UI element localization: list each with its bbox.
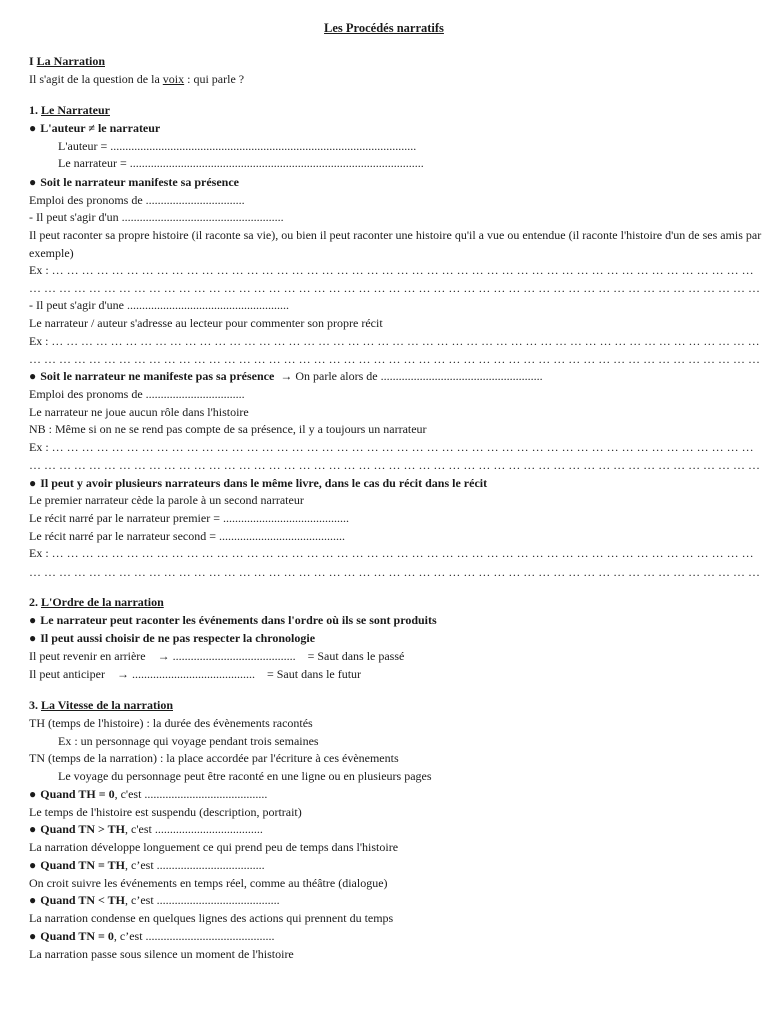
bullet-plusieurs-narrateurs: ● Il peut y avoir plusieurs narrateurs dans le même livre, dans le cas du récit dans le récit (29, 475, 487, 493)
example-line: Ex : … … … … … … … … … … … … … … … … … … … … … … … … … … … … … … … … … … … … … … … … … … … … … … … (29, 440, 754, 454)
case-description: Le temps de l'histoire est suspendu (description, portrait) (29, 805, 302, 819)
subsection-number: 2. (29, 595, 38, 609)
bullet-chronologie: ● Il peut aussi choisir de ne pas respecter la chronologie (29, 630, 315, 648)
example-line: Ex : … … … … … … … … … … … … … … … … … … … … … … … … … … … … … … … … … … … … … … … … … … … … … … … … (29, 334, 760, 348)
subsection-number: 3. (29, 698, 38, 712)
case-label: ● Quand TN < TH (29, 893, 125, 907)
premier-narrateur-line: Le premier narrateur cède la parole à un second narrateur (29, 493, 304, 507)
case-label: ● Quand TH = 0 (29, 787, 115, 801)
subsection-heading-narrateur (29, 102, 110, 120)
case-blank: , c'est ......................................... (114, 787, 268, 801)
auteur-blank-line: L'auteur = ...................................................................................................... (58, 139, 417, 153)
anticiper-line: Il peut anticiper → ......................................... = Saut dans le futur (29, 667, 362, 681)
example-line: Ex : … … … … … … … … … … … … … … … … … … … … … … … … … … … … … … … … … … … … … … … … … … … … … … … (29, 263, 754, 277)
example-line: Ex : … … … … … … … … … … … … … … … … … … … … … … … … … … … … … … … … … … … … … … … … … … … … … … … (29, 546, 754, 560)
th-definition: TH (temps de l'histoire) : la durée des évènements racontés (29, 716, 313, 730)
on-parle-alors: → On parle alors de ...................................................... (274, 369, 543, 383)
subsection-title: La Vitesse de la narration (41, 698, 173, 712)
example-continuation-line: … … … … … … … … … … … … … … … … … … … … … … … … … … … … … … … … … … … … … … … … … … … … … … … … … (29, 458, 760, 472)
case-description: La narration passe sous silence un moment de l'histoire (29, 947, 294, 961)
aucun-role-line: Le narrateur ne joue aucun rôle dans l'histoire (29, 405, 249, 419)
emploi-pronoms-1: Emploi des pronoms de ................................. (29, 193, 245, 207)
case-th-zero (29, 786, 267, 804)
intro-text-end: : qui parle ? (184, 72, 245, 86)
intro-text: Il s'agit de la question de la (29, 72, 163, 86)
intro-keyword: voix (162, 72, 185, 86)
subsection-heading-vitesse (29, 697, 173, 715)
case-description: La narration condense en quelques lignes des actions qui prennent du temps (29, 911, 394, 925)
paragraph-propre-histoire: Il peut raconter sa propre histoire (il raconte sa vie), ou bien il peut raconter une histoire qu'il a vue ou entendue (il raconte l'histoire d'un de ses amis par exemple) (29, 228, 762, 260)
recit-second-line: Le récit narré par le narrateur second = .......................................... (29, 529, 345, 543)
subsection-number: 1. (29, 103, 38, 117)
nb-line: NB : Même si on ne se rend pas compte de sa présence, il y a toujours un narrateur (29, 422, 427, 436)
th-example: Ex : un personnage qui voyage pendant trois semaines (58, 734, 319, 748)
revenir-arriere-line: Il peut revenir en arrière → ......................................... = Saut dans le passé (29, 649, 405, 663)
bullet-non-manifeste (29, 368, 543, 386)
tn-example: Le voyage du personnage peut être raconté en une ligne ou en plusieurs pages (58, 769, 432, 783)
bullet-auteur-narrateur: ● L'auteur ≠ le narrateur (29, 120, 160, 138)
case-blank: , c’est .................................... (125, 858, 265, 872)
case-description: On croit suivre les événements en temps réel, comme au théâtre (dialogue) (29, 876, 388, 890)
bullet-ordre-chronologique: ● Le narrateur peut raconter les événements dans l'ordre où ils se sont produits (29, 612, 437, 630)
agir-une-line: - Il peut s'agir d'une ...................................................... (29, 298, 289, 312)
subsection-title: Le Narrateur (41, 103, 110, 117)
page-title: Les Procédés narratifs (324, 21, 444, 35)
case-tn-equal (29, 857, 265, 875)
case-blank: , c’est ........................................... (113, 929, 275, 943)
subsection-title: L'Ordre de la narration (41, 595, 164, 609)
bullet-manifeste: ● Soit le narrateur manifeste sa présence (29, 174, 239, 192)
case-blank: , c’est ......................................... (125, 893, 280, 907)
case-tn-zero (29, 928, 275, 946)
subsection-heading-ordre (29, 594, 164, 612)
adresse-lecteur-line: Le narrateur / auteur s'adresse au lecteur pour commenter son propre récit (29, 316, 383, 330)
case-label: ● Quand TN > TH (29, 822, 125, 836)
case-description: La narration développe longuement ce qui prend peu de temps dans l'histoire (29, 840, 399, 854)
section-title: La Narration (36, 54, 105, 68)
case-blank: , c'est .................................... (125, 822, 263, 836)
section-number: I (29, 54, 34, 68)
case-label: ● Quand TN = 0 (29, 929, 114, 943)
emploi-pronoms-2: Emploi des pronoms de ................................. (29, 387, 245, 401)
case-tn-less (29, 892, 280, 910)
intro-line (29, 71, 244, 89)
narrateur-blank-line: Le narrateur = .................................................................................................. (58, 156, 424, 170)
agir-un-line: - Il peut s'agir d'un ...................................................... (29, 210, 284, 224)
section-heading-narration (29, 53, 105, 71)
example-continuation-line: … … … … … … … … … … … … … … … … … … … … … … … … … … … … … … … … … … … … … … … … … … … … … … … … … (29, 281, 760, 295)
example-continuation-line: … … … … … … … … … … … … … … … … … … … … … … … … … … … … … … … … … … … … … … … … … … … … … … … … … (29, 565, 760, 579)
tn-definition: TN (temps de la narration) : la place accordée par l'écriture à ces évènements (29, 751, 399, 765)
case-label: ● Quand TN = TH (29, 858, 125, 872)
bullet-non-manifeste-text: ● Soit le narrateur ne manifeste pas sa présence (29, 369, 274, 383)
example-continuation-line: … … … … … … … … … … … … … … … … … … … … … … … … … … … … … … … … … … … … … … … … … … … … … … … … … (29, 352, 760, 366)
recit-premier-line: Le récit narré par le narrateur premier = .......................................... (29, 511, 349, 525)
case-tn-greater (29, 821, 263, 839)
